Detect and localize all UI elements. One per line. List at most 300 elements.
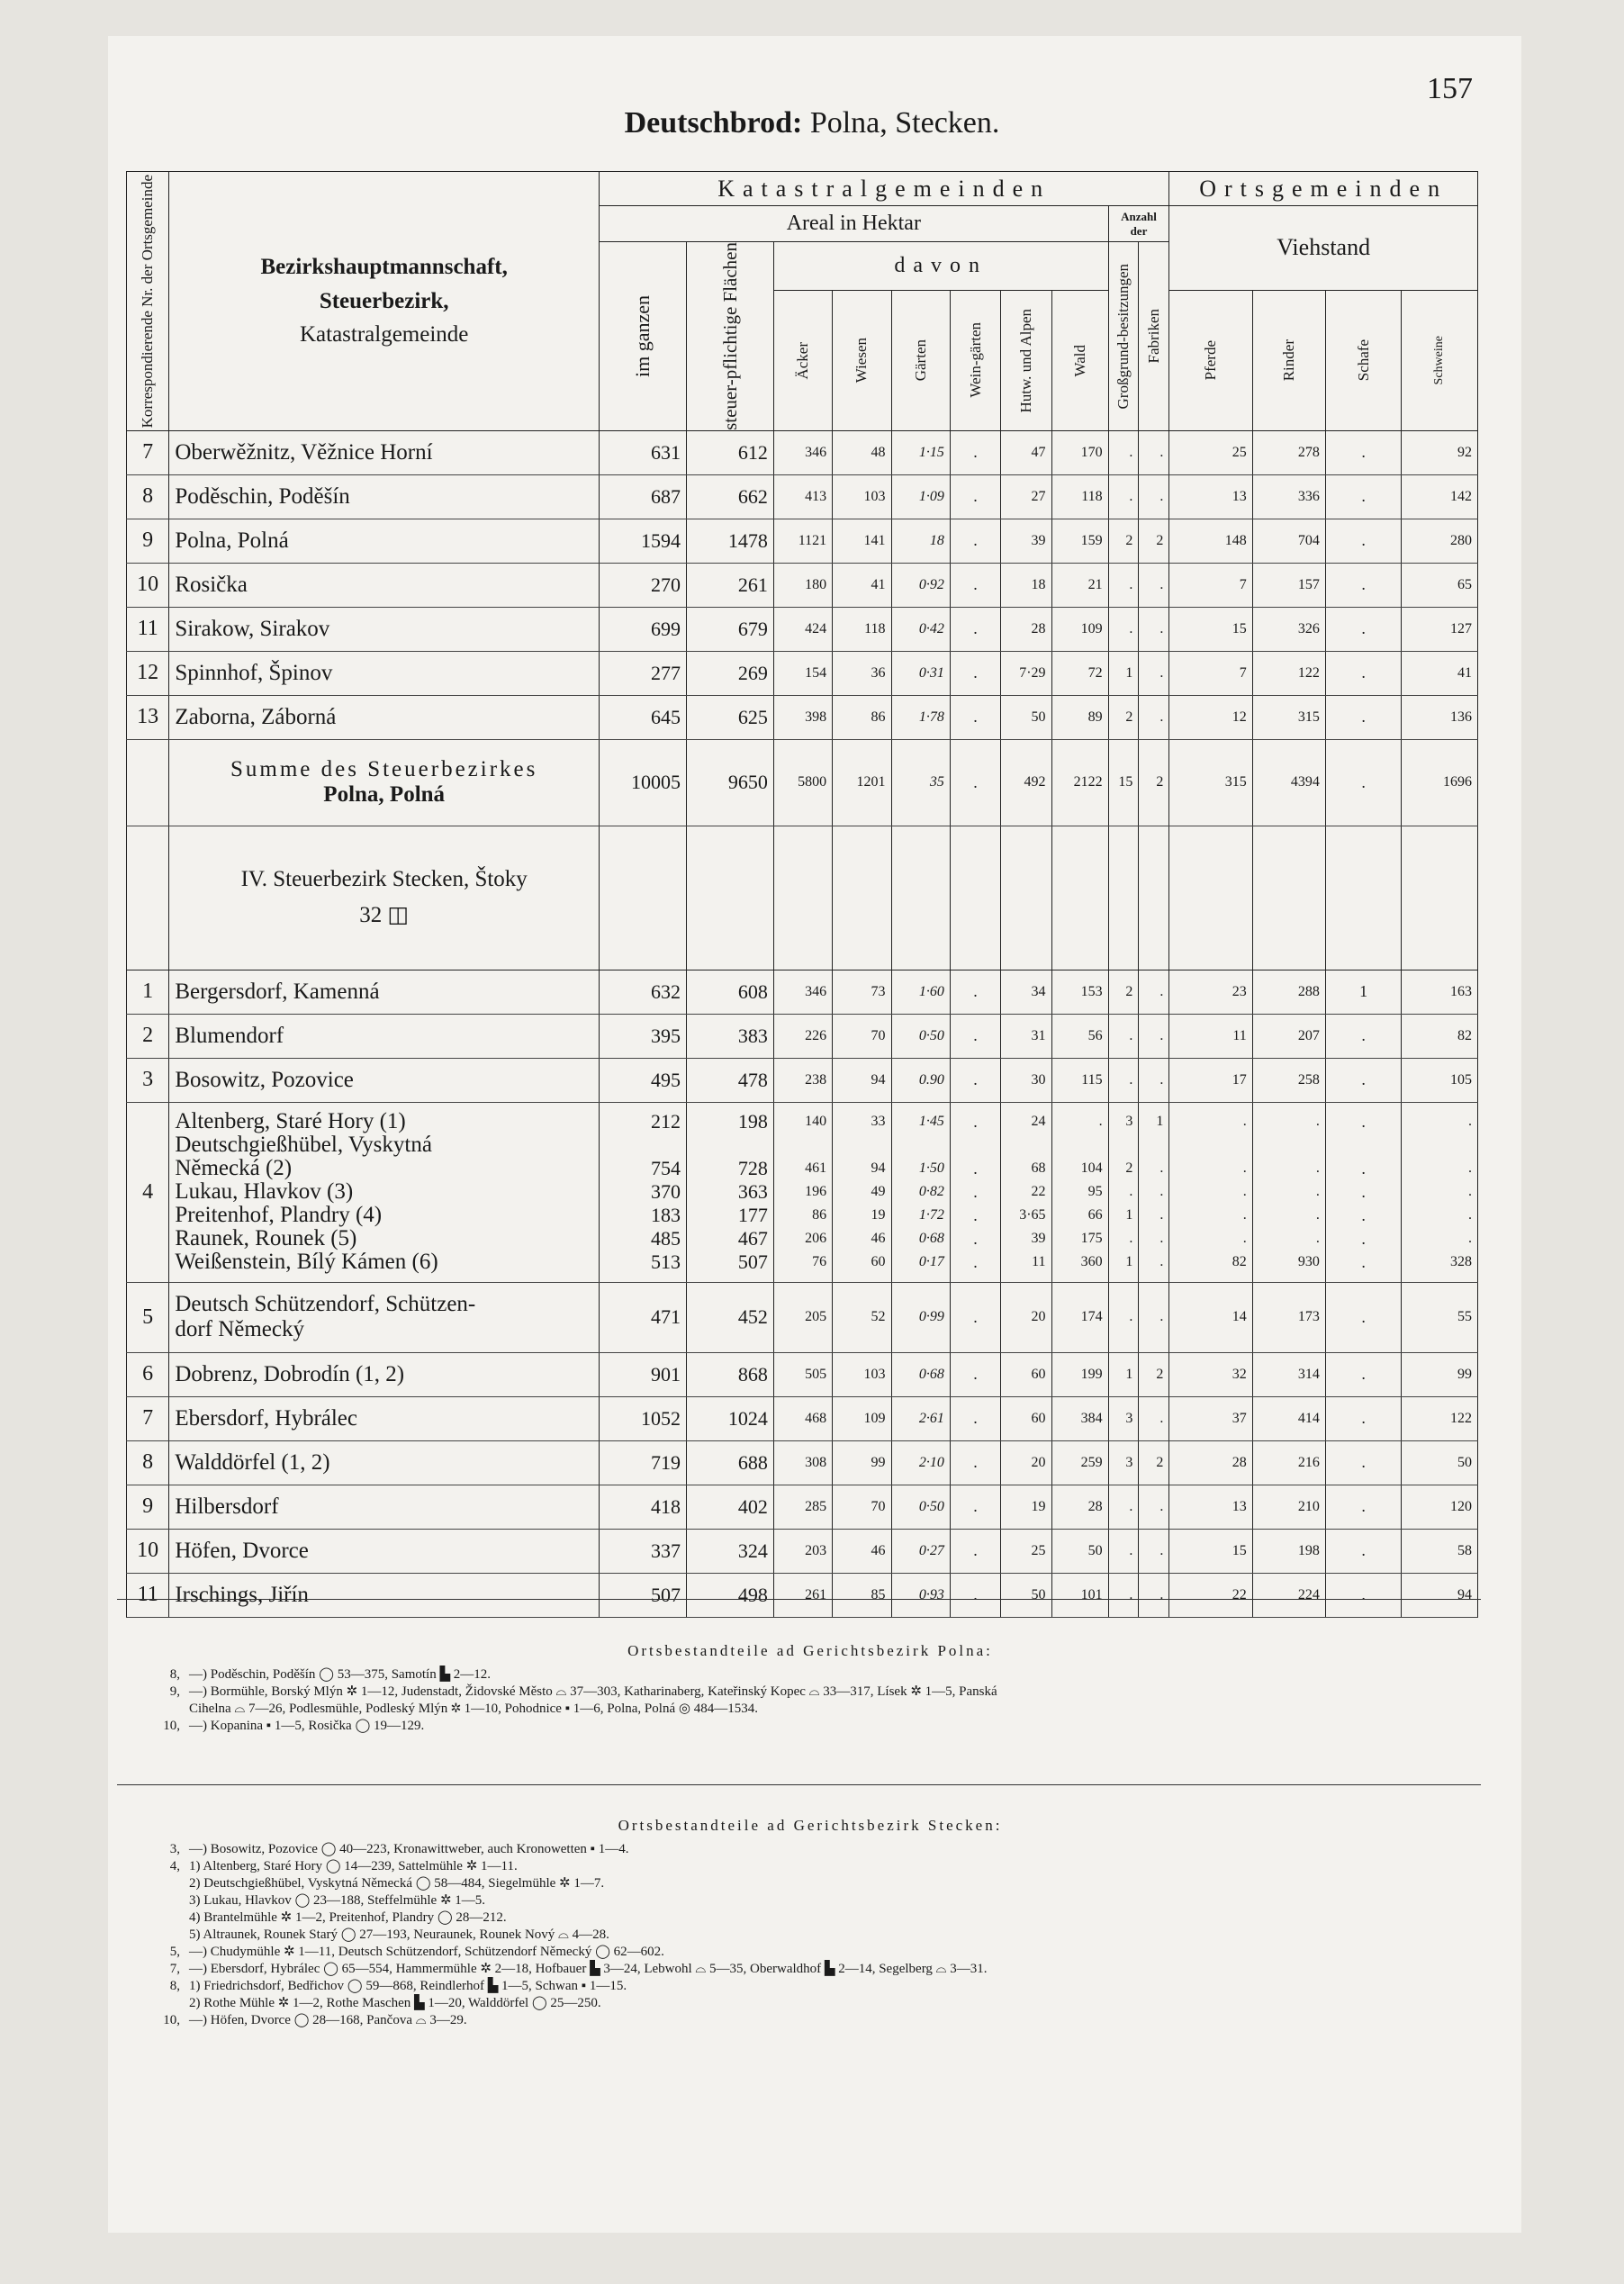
stecken-heading: IV. Steuerbezirk Stecken, Štoky 32 ◫ xyxy=(169,826,600,970)
cell-pf: 15 xyxy=(1169,1529,1252,1573)
group-value xyxy=(1058,1133,1103,1157)
cell-im: 719 xyxy=(600,1440,687,1485)
cell-sw: 58 xyxy=(1402,1529,1478,1573)
group-cell-ga xyxy=(891,1102,950,1282)
cell-wa: 72 xyxy=(1051,651,1108,695)
empty-cell xyxy=(773,826,832,970)
cell-im: 270 xyxy=(600,563,687,607)
page-title-bold: Deutschbrod: xyxy=(624,106,803,140)
cell-ga: 0·31 xyxy=(891,651,950,695)
cell-sw: 94 xyxy=(1402,1573,1478,1617)
row-number: 1 xyxy=(127,970,169,1014)
cell-ae: 505 xyxy=(773,1352,832,1396)
header-schweine: Schweine xyxy=(1402,290,1478,430)
cell-sw: 127 xyxy=(1402,607,1478,651)
cell-hu: 60 xyxy=(1001,1396,1051,1440)
empty-cell xyxy=(1108,826,1139,970)
note-text: 2) Rothe Mühle ✲ 1—2, Rothe Maschen ▙ 1—20, Walddörfel ◯ 25—250. xyxy=(189,1996,601,2010)
cell-wi: 70 xyxy=(833,1014,891,1058)
cell-hu: 28 xyxy=(1001,607,1051,651)
cell-im: 645 xyxy=(600,695,687,739)
table-row xyxy=(127,607,1478,651)
group-value: . xyxy=(973,1183,978,1202)
cell-gr: . xyxy=(1108,474,1139,519)
cell-im: 901 xyxy=(600,1352,687,1396)
cell-ri: 216 xyxy=(1252,1440,1325,1485)
cell-wa: 101 xyxy=(1051,1573,1108,1617)
cell-gr: . xyxy=(1108,430,1139,474)
group-value xyxy=(1144,1133,1163,1157)
group-cell-ri xyxy=(1252,1102,1325,1282)
note-line xyxy=(117,1858,1503,1875)
cell-pf: 14 xyxy=(1169,1282,1252,1352)
group-value: . xyxy=(1242,1160,1247,1177)
group-value: 507 xyxy=(737,1250,768,1274)
group-value: . xyxy=(973,1253,978,1272)
cell-pf: 37 xyxy=(1169,1396,1252,1440)
statistics-table xyxy=(126,171,1478,1618)
group-value xyxy=(1331,1133,1396,1157)
group-value: 728 xyxy=(737,1157,768,1180)
row-number: 6 xyxy=(127,1352,169,1396)
group-value xyxy=(956,1133,995,1157)
cell-sc: . xyxy=(1325,1529,1402,1573)
row-name: Poděschin, Poděšín xyxy=(169,474,600,519)
cell-ri: 207 xyxy=(1252,1014,1325,1058)
cell-hu: 20 xyxy=(1001,1440,1051,1485)
cell-sw: 99 xyxy=(1402,1352,1478,1396)
note-key xyxy=(117,1909,189,1927)
group-value: 360 xyxy=(1080,1254,1103,1270)
cell-hu: 18 xyxy=(1001,563,1051,607)
cell-gr: . xyxy=(1108,1014,1139,1058)
cell-wa: 28 xyxy=(1051,1485,1108,1529)
group-cell-sw xyxy=(1402,1102,1478,1282)
note-key: 8, xyxy=(169,1667,180,1682)
row-name: Spinnhof, Špinov xyxy=(169,651,600,695)
cell-sc: . xyxy=(1325,1282,1402,1352)
cell-pf: 23 xyxy=(1169,970,1252,1014)
note-text: —) Poděschin, Poděšín ◯ 53—375, Samotín ▙ 2—12. xyxy=(189,1667,491,1682)
table-row xyxy=(127,1282,1478,1352)
cell-wi: 41 xyxy=(833,563,891,607)
note-text: —) Höfen, Dvorce ◯ 28—168, Pančova ⌓ 3—29. xyxy=(189,2013,467,2027)
cell-im: 495 xyxy=(600,1058,687,1102)
row-name: Höfen, Dvorce xyxy=(169,1529,600,1573)
note-key: 10, xyxy=(163,1719,180,1733)
group-value: 76 xyxy=(812,1254,827,1270)
cell-st: 9650 xyxy=(686,739,773,826)
cell-ae: 1121 xyxy=(773,519,832,563)
group-value xyxy=(898,1133,944,1157)
group-value: 86 xyxy=(812,1207,827,1223)
header-orts: Ortsgemeinden xyxy=(1169,172,1478,206)
row-number: 9 xyxy=(127,1485,169,1529)
cell-st: 498 xyxy=(686,1573,773,1617)
cell-hu: 19 xyxy=(1001,1485,1051,1529)
header-hutweiden: Hutw. und Alpen xyxy=(1001,290,1051,430)
cell-ae: 238 xyxy=(773,1058,832,1102)
row-name: Walddörfel (1, 2) xyxy=(169,1440,600,1485)
header-steuer: steuer-pflichtige Flächen xyxy=(686,242,773,431)
cell-pf: 13 xyxy=(1169,474,1252,519)
cell-ri: 258 xyxy=(1252,1058,1325,1102)
row-number: 2 xyxy=(127,1014,169,1058)
group-value: . xyxy=(1242,1114,1247,1130)
group-value: 39 xyxy=(1031,1231,1046,1247)
header-pferde: Pferde xyxy=(1169,290,1252,430)
group-value: . xyxy=(973,1206,978,1225)
header-fabriken: Fabriken xyxy=(1139,242,1169,431)
cell-fa: . xyxy=(1139,1014,1169,1058)
group-value: . xyxy=(1361,1253,1366,1272)
header-district: Bezirkshauptmannschaft, Steuerbezirk, Katastralgemeinde xyxy=(169,172,600,431)
cell-sw: 1696 xyxy=(1402,739,1478,826)
cell-sw: 136 xyxy=(1402,695,1478,739)
cell-st: 324 xyxy=(686,1529,773,1573)
cell-pf: 15 xyxy=(1169,607,1252,651)
group-cell-we xyxy=(950,1102,1000,1282)
empty-cell xyxy=(1325,826,1402,970)
cell-sw: 120 xyxy=(1402,1485,1478,1529)
cell-sc: . xyxy=(1325,739,1402,826)
cell-fa: 2 xyxy=(1139,1352,1169,1396)
table-body xyxy=(127,430,1478,1617)
cell-hu: 31 xyxy=(1001,1014,1051,1058)
cell-pf: 148 xyxy=(1169,519,1252,563)
cell-gr: 2 xyxy=(1108,519,1139,563)
cell-wa: 199 xyxy=(1051,1352,1108,1396)
cell-wa: 56 xyxy=(1051,1014,1108,1058)
cell-sc: . xyxy=(1325,1396,1402,1440)
divider xyxy=(117,1599,1481,1600)
cell-ga: 0·93 xyxy=(891,1573,950,1617)
cell-ri: 122 xyxy=(1252,651,1325,695)
header-wiesen: Wiesen xyxy=(833,290,891,430)
row-name: Irschings, Jiřín xyxy=(169,1573,600,1617)
cell-wa: 153 xyxy=(1051,970,1108,1014)
cell-gr: . xyxy=(1108,1058,1139,1102)
cell-hu: 30 xyxy=(1001,1058,1051,1102)
cell-ga: 0·42 xyxy=(891,607,950,651)
note-key: 9, xyxy=(169,1684,180,1699)
cell-ga: 1·60 xyxy=(891,970,950,1014)
group-name: Deutschgießhübel, Vyskytná xyxy=(175,1133,432,1158)
cell-wa: 159 xyxy=(1051,519,1108,563)
cell-we: . xyxy=(950,1282,1000,1352)
empty-cell xyxy=(1051,826,1108,970)
group-value: 104 xyxy=(1080,1160,1103,1177)
cell-sc: . xyxy=(1325,695,1402,739)
cell-sw: 280 xyxy=(1402,519,1478,563)
group-cell-ae xyxy=(773,1102,832,1282)
group-cell-fa xyxy=(1139,1102,1169,1282)
cell-we: . xyxy=(950,1573,1000,1617)
cell-ae: 346 xyxy=(773,430,832,474)
group-value: 930 xyxy=(1297,1254,1320,1270)
cell-gr: 2 xyxy=(1108,970,1139,1014)
header-anzahl: Anzahl der xyxy=(1108,206,1169,242)
header-areal: Areal in Hektar xyxy=(600,206,1109,242)
group-value: 22 xyxy=(1031,1184,1046,1200)
cell-fa: . xyxy=(1139,695,1169,739)
cell-pf: 315 xyxy=(1169,739,1252,826)
note-key xyxy=(117,1892,189,1909)
cell-hu: 492 xyxy=(1001,739,1051,826)
header-wald: Wald xyxy=(1051,290,1108,430)
cell-we: . xyxy=(950,651,1000,695)
cell-ri: 336 xyxy=(1252,474,1325,519)
cell-gr: . xyxy=(1108,1282,1139,1352)
group-value: 46 xyxy=(871,1231,886,1247)
group-value: . xyxy=(1468,1160,1472,1177)
group-value: . xyxy=(1159,1184,1164,1200)
cell-sc: . xyxy=(1325,563,1402,607)
cell-we: . xyxy=(950,1014,1000,1058)
cell-wi: 36 xyxy=(833,651,891,695)
cell-ri: 314 xyxy=(1252,1352,1325,1396)
cell-sw: 163 xyxy=(1402,970,1478,1014)
cell-gr: 2 xyxy=(1108,695,1139,739)
cell-ri: 173 xyxy=(1252,1282,1325,1352)
cell-wa: 109 xyxy=(1051,607,1108,651)
group-value: 1·45 xyxy=(918,1114,944,1130)
empty-cell xyxy=(1001,826,1051,970)
note-text: Cihelna ⌓ 7—26, Podlesmühle, Podleský Mlýn ✲ 1—10, Pohodnice ▪ 1—6, Polna, Polná ◎ 484—1534. xyxy=(189,1702,758,1716)
group-value xyxy=(1114,1133,1133,1157)
cell-pf: 11 xyxy=(1169,1014,1252,1058)
group-cell-wa xyxy=(1051,1102,1108,1282)
cell-gr: 1 xyxy=(1108,1352,1139,1396)
cell-ga: 1·15 xyxy=(891,430,950,474)
row-number: 8 xyxy=(127,474,169,519)
note-key: 10, xyxy=(163,2013,180,2027)
group-value: . xyxy=(1468,1207,1472,1223)
cell-wa: 259 xyxy=(1051,1440,1108,1485)
cell-ri: 157 xyxy=(1252,563,1325,607)
group-value: 212 xyxy=(650,1110,681,1133)
cell-we: . xyxy=(950,1529,1000,1573)
cell-st: 608 xyxy=(686,970,773,1014)
cell-ri: 4394 xyxy=(1252,739,1325,826)
group-cell-im xyxy=(600,1102,687,1282)
empty-cell xyxy=(950,826,1000,970)
cell-pf: 25 xyxy=(1169,430,1252,474)
note-line xyxy=(117,1995,1503,2012)
cell-st: 868 xyxy=(686,1352,773,1396)
group-value: 196 xyxy=(805,1184,827,1200)
cell-wa: 118 xyxy=(1051,474,1108,519)
cell-ri: 288 xyxy=(1252,970,1325,1014)
group-value: 1 xyxy=(1125,1207,1133,1223)
cell-sc: . xyxy=(1325,430,1402,474)
group-value: . xyxy=(1468,1231,1472,1247)
group-value: 3·65 xyxy=(1019,1207,1046,1223)
row-name: Bosowitz, Pozovice xyxy=(169,1058,600,1102)
note-key xyxy=(117,1701,189,1718)
header-katastral: Katastralgemeinden xyxy=(600,172,1169,206)
group-value: 198 xyxy=(737,1110,768,1133)
cell-wi: 73 xyxy=(833,970,891,1014)
cell-sc: . xyxy=(1325,474,1402,519)
note-line xyxy=(117,2012,1503,2029)
table-row xyxy=(127,695,1478,739)
note-line xyxy=(117,1909,1503,1927)
cell-sc: 1 xyxy=(1325,970,1402,1014)
group-value: . xyxy=(1159,1231,1164,1247)
cell-ae: 203 xyxy=(773,1529,832,1573)
group-value: . xyxy=(1242,1231,1247,1247)
header-grossgrund: Großgrund-besitzungen xyxy=(1108,242,1139,431)
cell-ae: 468 xyxy=(773,1396,832,1440)
row-name: Deutsch Schützendorf, Schützen- dorf Německý xyxy=(169,1282,600,1352)
cell-fa: . xyxy=(1139,970,1169,1014)
cell-ga: 2·10 xyxy=(891,1440,950,1485)
stecken-heading-row xyxy=(127,826,1478,970)
group-value: 95 xyxy=(1087,1184,1103,1200)
cell-sc: . xyxy=(1325,1058,1402,1102)
cell-sw: 82 xyxy=(1402,1014,1478,1058)
cell-hu: 47 xyxy=(1001,430,1051,474)
row-number: 9 xyxy=(127,519,169,563)
group-names xyxy=(169,1102,600,1282)
cell-wi: 70 xyxy=(833,1485,891,1529)
group-value: . xyxy=(1098,1114,1103,1130)
group-value: . xyxy=(1361,1230,1366,1249)
cell-im: 337 xyxy=(600,1529,687,1573)
group-value: . xyxy=(1129,1231,1133,1247)
cell-pf: 17 xyxy=(1169,1058,1252,1102)
cell-we: . xyxy=(950,563,1000,607)
row-name: Zaborna, Záborná xyxy=(169,695,600,739)
cell-hu: 39 xyxy=(1001,519,1051,563)
cell-ga: 0·99 xyxy=(891,1282,950,1352)
row-number: 12 xyxy=(127,651,169,695)
cell-sc: . xyxy=(1325,607,1402,651)
cell-im: 277 xyxy=(600,651,687,695)
group-value: . xyxy=(1361,1113,1366,1132)
group-cell-hu xyxy=(1001,1102,1051,1282)
cell-st: 612 xyxy=(686,430,773,474)
cell-ga: 0·92 xyxy=(891,563,950,607)
cell-pf: 7 xyxy=(1169,651,1252,695)
cell-sc: . xyxy=(1325,1485,1402,1529)
cell-sc: . xyxy=(1325,1573,1402,1617)
cell-ga: 0·50 xyxy=(891,1014,950,1058)
cell-sw: 122 xyxy=(1402,1396,1478,1440)
group-value: . xyxy=(1159,1160,1164,1177)
note-line xyxy=(117,1666,1503,1684)
cell-fa: . xyxy=(1139,1282,1169,1352)
cell-ri: 224 xyxy=(1252,1573,1325,1617)
group-value: . xyxy=(1315,1184,1320,1200)
cell-ae: 180 xyxy=(773,563,832,607)
row-number: 7 xyxy=(127,430,169,474)
note-line xyxy=(117,1701,1503,1718)
row-name: Ebersdorf, Hybrálec xyxy=(169,1396,600,1440)
cell-ae: 308 xyxy=(773,1440,832,1485)
row-number xyxy=(127,739,169,826)
group-value: 3 xyxy=(1125,1114,1133,1130)
table-row xyxy=(127,1529,1478,1573)
note-text: —) Ebersdorf, Hybrálec ◯ 65—554, Hammermühle ✲ 2—18, Hofbauer ▙ 3—24, Lebwohl ⌓ 5—35, Oberwaldhof ▙ 2—14, Segelberg ⌓ 3—31. xyxy=(189,1962,988,1976)
row-number: 8 xyxy=(127,1440,169,1485)
cell-ae: 285 xyxy=(773,1485,832,1529)
cell-fa: . xyxy=(1139,1573,1169,1617)
table-row xyxy=(127,1396,1478,1440)
cell-ga: 2·61 xyxy=(891,1396,950,1440)
group-value: . xyxy=(973,1160,978,1178)
cell-fa: 2 xyxy=(1139,739,1169,826)
cell-fa: 2 xyxy=(1139,1440,1169,1485)
cell-gr: 3 xyxy=(1108,1396,1139,1440)
cell-ae: 413 xyxy=(773,474,832,519)
row-number: 11 xyxy=(127,607,169,651)
note-text: —) Kopanina ▪ 1—5, Rosička ◯ 19—129. xyxy=(189,1719,425,1733)
cell-gr: 3 xyxy=(1108,1440,1139,1485)
cell-im: 687 xyxy=(600,474,687,519)
notes-stecken-title: Ortsbestandteile ad Gerichtsbezirk Stecken: xyxy=(618,1817,1003,1834)
group-value: 467 xyxy=(737,1227,768,1250)
table-row xyxy=(127,1058,1478,1102)
cell-gr: 15 xyxy=(1108,739,1139,826)
cell-ae: 226 xyxy=(773,1014,832,1058)
group-value: 33 xyxy=(871,1114,886,1130)
cell-fa: . xyxy=(1139,474,1169,519)
header-aecker: Äcker xyxy=(773,290,832,430)
cell-st: 478 xyxy=(686,1058,773,1102)
cell-ri: 210 xyxy=(1252,1485,1325,1529)
cell-wi: 52 xyxy=(833,1282,891,1352)
group-value xyxy=(1407,1133,1472,1157)
empty-cell xyxy=(891,826,950,970)
cell-sc: . xyxy=(1325,1014,1402,1058)
cell-sc: . xyxy=(1325,1352,1402,1396)
cell-im: 471 xyxy=(600,1282,687,1352)
group-value: 183 xyxy=(650,1204,681,1227)
header-gaerten: Gärten xyxy=(891,290,950,430)
group-name: Raunek, Rounek (5) xyxy=(175,1226,357,1251)
group-value: 24 xyxy=(1031,1114,1046,1130)
cell-ae: 154 xyxy=(773,651,832,695)
cell-ae: 261 xyxy=(773,1573,832,1617)
row-name: Oberwěžnitz, Věžnice Horní xyxy=(169,430,600,474)
note-line xyxy=(117,1961,1503,1978)
cell-sc: . xyxy=(1325,519,1402,563)
cell-we: . xyxy=(950,1058,1000,1102)
cell-im: 631 xyxy=(600,430,687,474)
note-text: 1) Altenberg, Staré Hory ◯ 14—239, Sattelmühle ✲ 1—11. xyxy=(189,1859,518,1873)
cell-pf: 28 xyxy=(1169,1440,1252,1485)
group-value: 66 xyxy=(1087,1207,1103,1223)
cell-we: . xyxy=(950,1485,1000,1529)
cell-pf: 22 xyxy=(1169,1573,1252,1617)
row-number: 13 xyxy=(127,695,169,739)
cell-im: 395 xyxy=(600,1014,687,1058)
cell-wa: 2122 xyxy=(1051,739,1108,826)
cell-im: 507 xyxy=(600,1573,687,1617)
group-row xyxy=(127,1102,1478,1282)
cell-hu: 25 xyxy=(1001,1529,1051,1573)
note-text: 2) Deutschgießhübel, Vyskytná Německá ◯ 58—484, Siegelmühle ✲ 1—7. xyxy=(189,1876,605,1891)
group-value: . xyxy=(973,1113,978,1132)
note-text: 4) Brantelmühle ✲ 1—2, Preitenhof, Plandry ◯ 28—212. xyxy=(189,1910,507,1925)
cell-im: 10005 xyxy=(600,739,687,826)
cell-ga: 18 xyxy=(891,519,950,563)
cell-we: . xyxy=(950,970,1000,1014)
cell-sw: 142 xyxy=(1402,474,1478,519)
cell-wi: 86 xyxy=(833,695,891,739)
